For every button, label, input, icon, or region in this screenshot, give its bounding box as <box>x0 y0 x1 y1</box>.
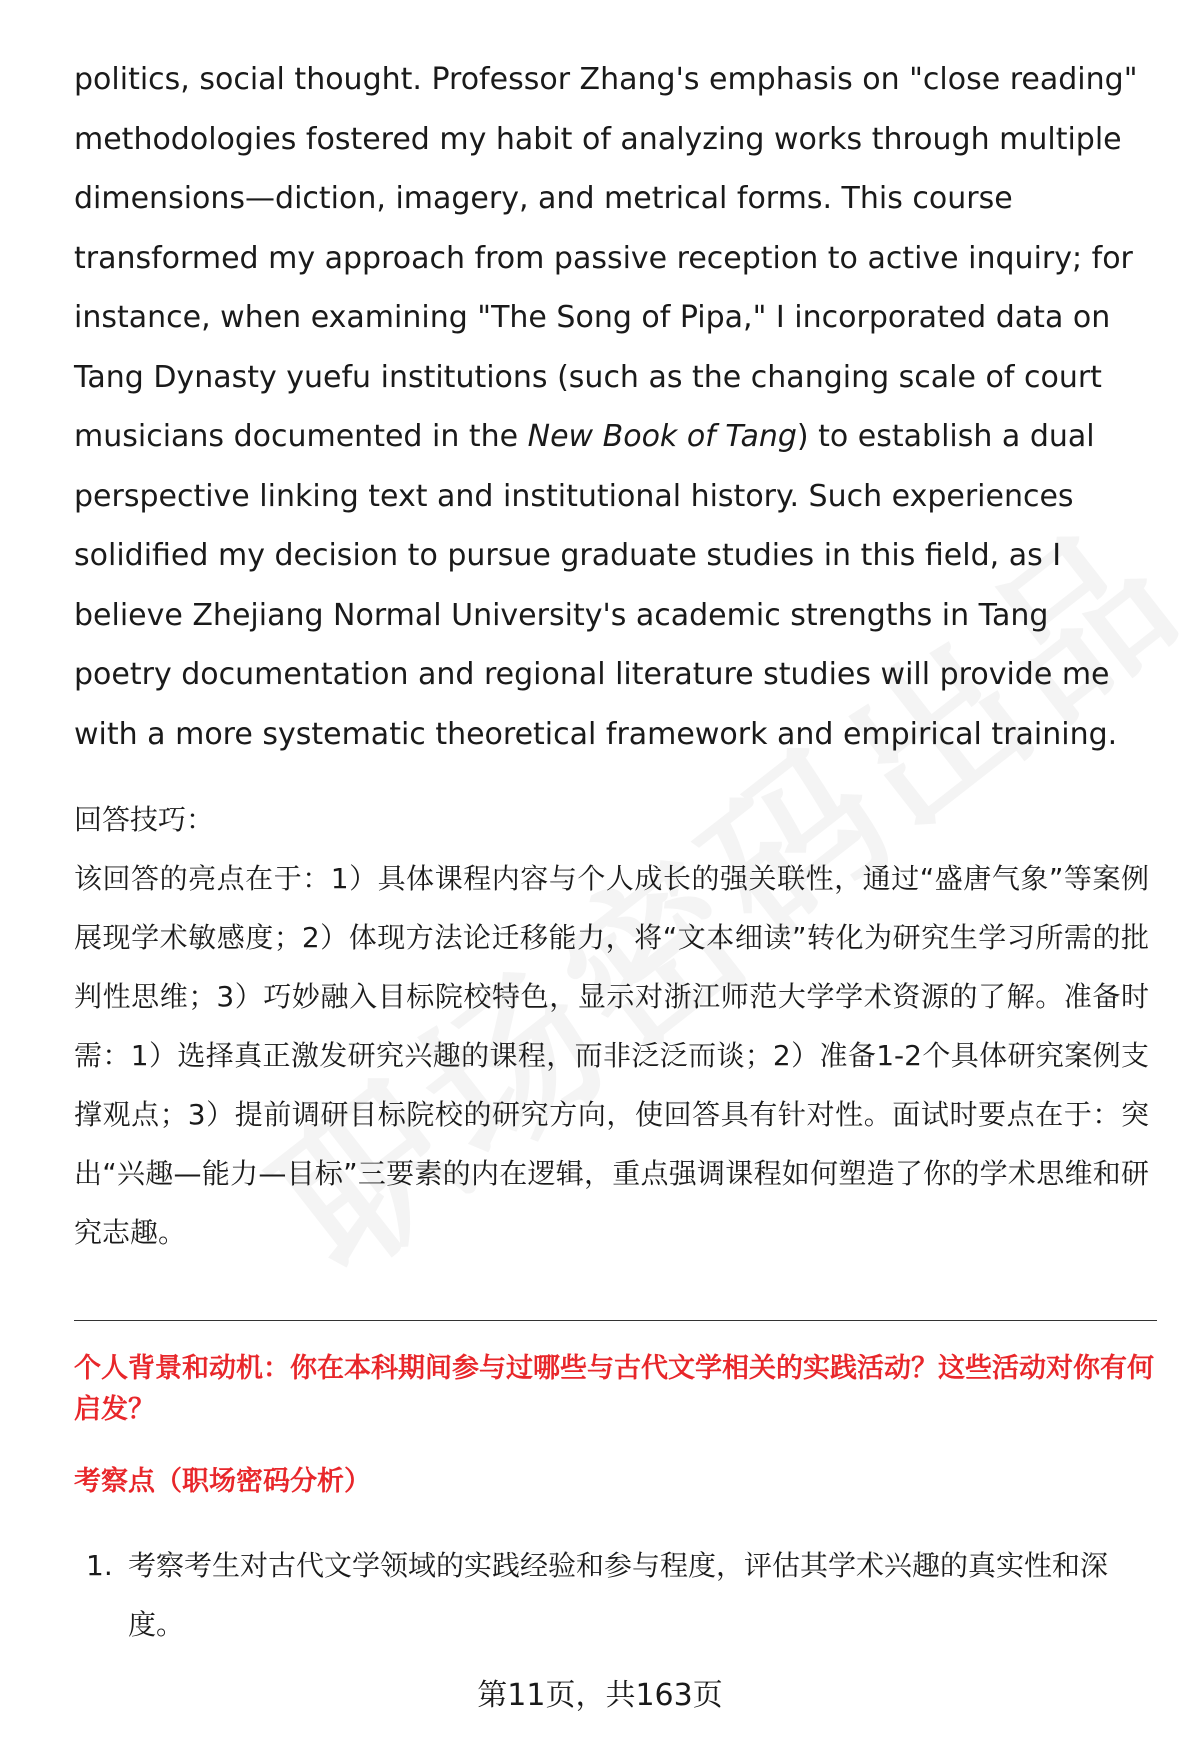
page-number: 第11页，共163页 <box>477 1678 723 1713</box>
section-title: 考察点（职场密码分析） <box>74 1466 371 1497</box>
tips-body: 该回答的亮点在于：1）具体课程内容与个人成长的强关联性，通过“盛唐气象”等案例展现学术敏感度；2）体现方法论迁移能力，将“文本细读”转化为研究生学习所需的批判性思维；3）巧妙融入目标院校特色，显示对浙江师范大学学术资源的了解。准备时需：1）选择真正激发研究兴趣的课程，而非泛泛而谈；2）准备1-2个具体研究案例支撑观点；3）提前调研目标院校的研究方向，使回答具有针对性。面试时要点在于：突出“兴趣—能力—目标”三要素的内在逻辑，重点强调课程如何塑造了你的学术思维和研究志趣。 <box>74 862 1149 1249</box>
book-title: New Book of Tang <box>527 419 797 454</box>
section-divider <box>74 1320 1157 1321</box>
list-item-text: 考察考生对古代文学领域的实践经验和参与程度，评估其学术兴趣的真实性和深度。 <box>128 1549 1109 1641</box>
list-item <box>74 1536 1154 1654</box>
assessment-points-list <box>74 1536 1154 1654</box>
answer-text-part-2: ) to establish a dual perspective linking text and institutional history. Such experiences solidified my decision to pursue graduate studies in this field, as I believe Zhejiang Normal University's academic strengths in Tang poetry documentation and regional literature studies will provide me with a more systematic theoretical framework and empirical training. <box>74 419 1118 752</box>
question-heading: 个人背景和动机：你在本科期间参与过哪些与古代文学相关的实践活动？这些活动对你有何启发？ <box>74 1353 1154 1425</box>
document-body <box>74 50 1149 1262</box>
answer-text-part-1: politics, social thought. Professor Zhang's emphasis on "close reading" methodologies fostered my habit of analyzing works through multiple dimensions—diction, imagery, and metrical forms. This course transformed my approach from passive reception to active inquiry; for instance, when examining "The Song of Pipa," I incorporated data on Tang Dynasty yuefu institutions (such as the changing scale of court musicians documented in the <box>74 62 1138 454</box>
english-answer-paragraph <box>74 50 1149 764</box>
tips-label: 回答技巧： <box>74 803 215 836</box>
list-item-number: 1. <box>86 1549 113 1582</box>
